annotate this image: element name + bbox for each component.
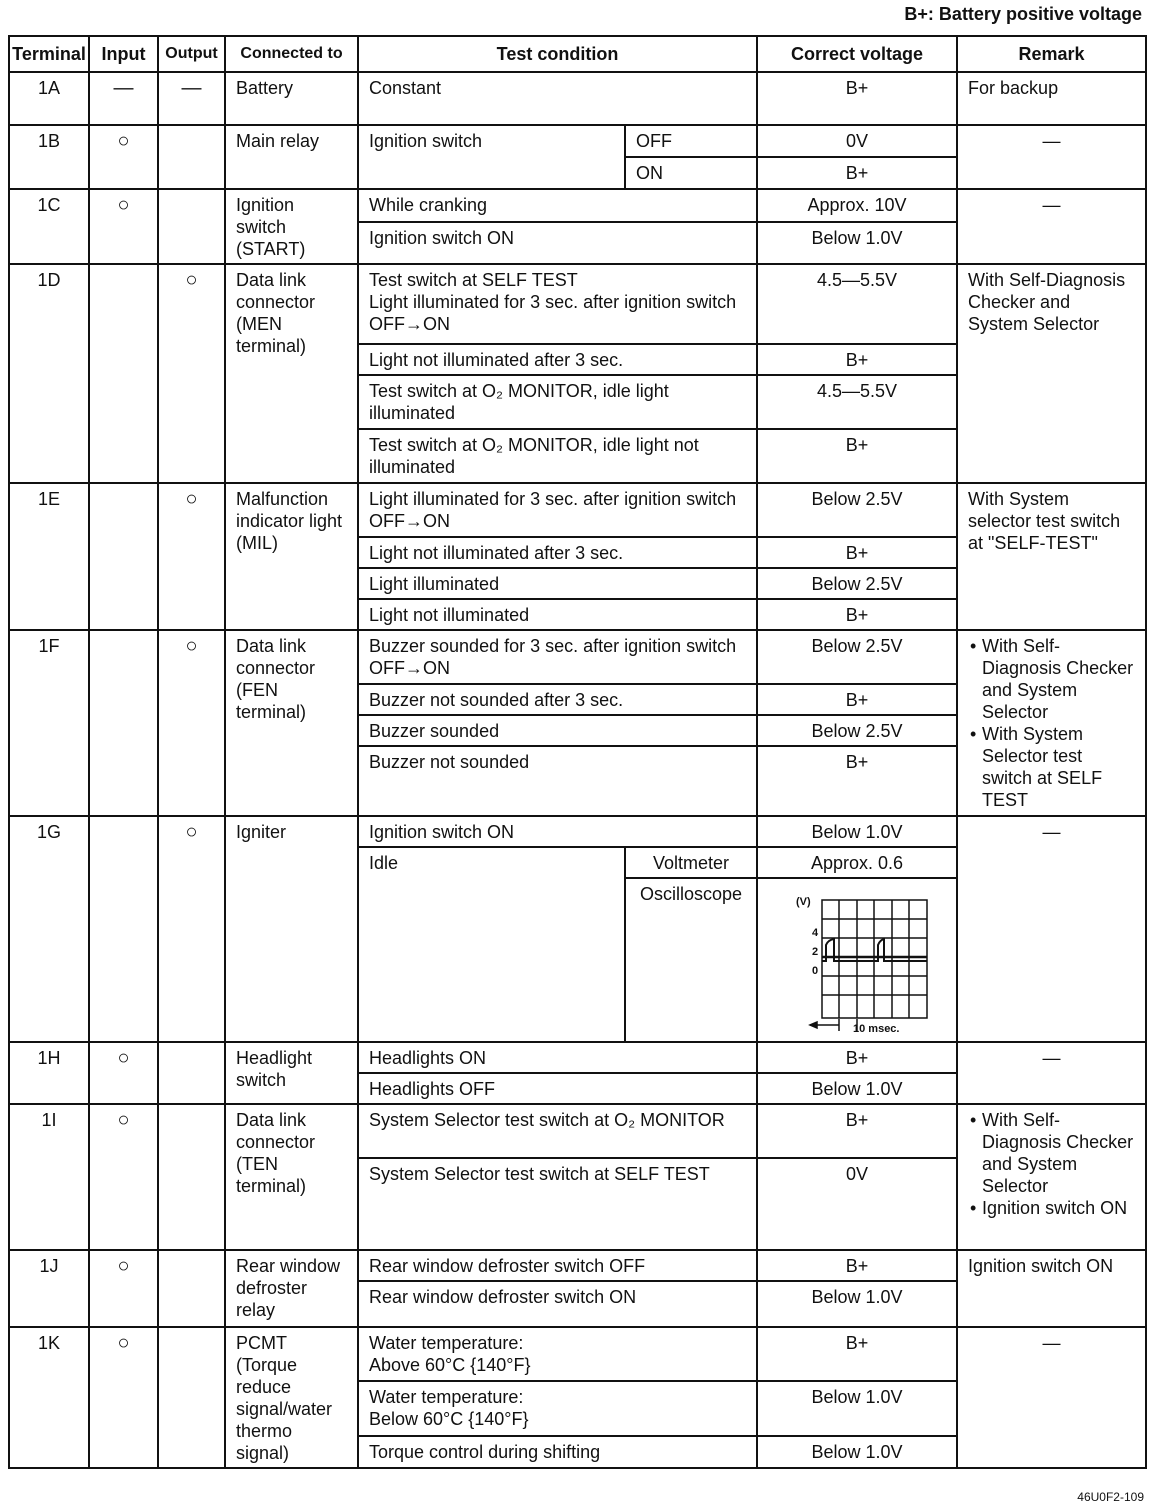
- header-correct-voltage: Correct voltage: [757, 36, 957, 72]
- connected-to-cell: Data link connector (FEN terminal): [225, 630, 358, 816]
- header-test-condition: Test condition: [358, 36, 757, 72]
- scope-y-tick: 2: [812, 946, 819, 958]
- scope-y-unit: (V): [796, 896, 811, 908]
- remark-bullet: • With Self-Diagnosis Checker and System Selector: [968, 635, 1135, 723]
- table-row: [9, 1042, 1146, 1073]
- table-row: [9, 630, 1146, 684]
- voltage-cell: Below 1.0V: [757, 1281, 957, 1327]
- voltage-cell: 4.5—5.5V: [757, 375, 957, 429]
- test-condition-cell: Test switch at O₂ MONITOR, idle light not illuminated: [358, 429, 757, 483]
- scope-y-tick: 4: [812, 927, 819, 939]
- input-mark: ○: [89, 1042, 158, 1104]
- table-row: [9, 1104, 1146, 1158]
- test-condition-cell: System Selector test switch at SELF TEST: [358, 1158, 757, 1250]
- voltage-cell: B+: [757, 344, 957, 375]
- legend-note: B+: Battery positive voltage: [904, 4, 1142, 24]
- test-subcondition-cell: OFF: [625, 125, 757, 157]
- terminal-cell: 1B: [9, 125, 89, 189]
- terminal-cell: 1G: [9, 816, 89, 1042]
- voltage-cell: B+: [757, 1327, 957, 1381]
- remark-bullet: • Ignition switch ON: [968, 1197, 1135, 1219]
- voltage-cell: Below 1.0V: [757, 816, 957, 847]
- scope-time-arrow: [810, 1019, 857, 1031]
- header-connected-to: Connected to: [225, 36, 358, 72]
- test-condition-cell: Buzzer not sounded after 3 sec.: [358, 684, 757, 715]
- voltage-cell: B+: [757, 157, 957, 189]
- connected-to-cell: Battery: [225, 72, 358, 125]
- table-row: [9, 483, 1146, 537]
- connected-to-cell: Ignition switch (START): [225, 189, 358, 264]
- remark-cell: Ignition switch ON: [957, 1250, 1146, 1327]
- table-row: [9, 125, 1146, 157]
- test-condition-cell: Light illuminated: [358, 568, 757, 599]
- test-condition-cell: Light not illuminated after 3 sec.: [358, 344, 757, 375]
- test-subcondition-cell: Voltmeter: [625, 847, 757, 878]
- terminal-cell: 1A: [9, 72, 89, 125]
- voltage-cell: B+: [757, 599, 957, 630]
- output-mark: [158, 1327, 225, 1468]
- output-mark: [158, 125, 225, 189]
- output-mark: ○: [158, 816, 225, 1042]
- terminal-cell: 1J: [9, 1250, 89, 1327]
- test-condition-cell: System Selector test switch at O₂ MONITOR: [358, 1104, 757, 1158]
- remark-cell: —: [957, 816, 1146, 1042]
- remark-bullet: • With Self-Diagnosis Checker and System Selector: [968, 1109, 1135, 1197]
- voltage-cell: B+: [757, 1104, 957, 1158]
- connected-to-cell: Malfunction indicator light (MIL): [225, 483, 358, 630]
- voltage-cell: Below 1.0V: [757, 222, 957, 264]
- output-mark: [158, 1104, 225, 1250]
- voltage-cell: Below 2.5V: [757, 715, 957, 746]
- scope-grid: [822, 900, 927, 1018]
- output-mark: [158, 1042, 225, 1104]
- terminal-cell: 1D: [9, 264, 89, 483]
- voltage-cell: Approx. 0.6: [757, 847, 957, 878]
- table-row: [9, 189, 1146, 222]
- input-mark: ○: [89, 1250, 158, 1327]
- connected-to-cell: Data link connector (TEN terminal): [225, 1104, 358, 1250]
- remark-bullet: • With System Selector test switch at SELF TEST: [968, 723, 1135, 811]
- input-mark: [89, 630, 158, 816]
- remark-cell: —: [957, 1042, 1146, 1104]
- remark-cell: —: [957, 125, 1146, 189]
- test-condition-cell: Light illuminated for 3 sec. after ignition switch OFF→ON: [358, 483, 757, 537]
- connected-to-cell: PCMT (Torque reduce signal/water thermo signal): [225, 1327, 358, 1468]
- test-subcondition-cell: Oscilloscope: [625, 878, 757, 1042]
- connected-to-cell: Main relay: [225, 125, 358, 189]
- output-mark: [158, 1250, 225, 1327]
- oscilloscope-graph: [782, 885, 932, 1035]
- terminal-cell: 1K: [9, 1327, 89, 1468]
- remark-cell: With Self-Diagnosis Checker and System Selector: [957, 264, 1146, 483]
- test-condition-cell: Water temperature: Below 60°C {140°F}: [358, 1381, 757, 1435]
- input-mark: [89, 264, 158, 483]
- voltage-cell: B+: [757, 1042, 957, 1073]
- test-condition-cell: Water temperature: Above 60°C {140°F}: [358, 1327, 757, 1381]
- voltage-cell: Below 2.5V: [757, 568, 957, 599]
- test-condition-cell: Constant: [358, 72, 757, 125]
- header-input: Input: [89, 36, 158, 72]
- input-mark: [89, 816, 158, 1042]
- test-condition-cell: Ignition switch ON: [358, 816, 757, 847]
- scope-y-tick: 0: [812, 965, 819, 977]
- terminal-cell: 1E: [9, 483, 89, 630]
- output-mark: [158, 189, 225, 264]
- voltage-cell: Below 1.0V: [757, 1381, 957, 1435]
- terminal-cell: 1I: [9, 1104, 89, 1250]
- output-mark: ○: [158, 630, 225, 816]
- connected-to-cell: Rear window defroster relay: [225, 1250, 358, 1327]
- remark-cell: For backup: [957, 72, 1146, 125]
- remark-cell: [957, 1104, 1146, 1250]
- scope-x-label: 10 msec.: [853, 1023, 900, 1035]
- voltage-cell: 0V: [757, 125, 957, 157]
- test-condition-cell: Idle: [358, 847, 625, 1042]
- input-mark: ○: [89, 1327, 158, 1468]
- test-condition-cell: Buzzer sounded: [358, 715, 757, 746]
- test-condition-cell: Buzzer sounded for 3 sec. after ignition switch OFF→ON: [358, 630, 757, 684]
- terminal-cell: 1F: [9, 630, 89, 816]
- input-mark: ○: [89, 125, 158, 189]
- voltage-cell: B+: [757, 746, 957, 816]
- header-row: [9, 36, 1146, 72]
- voltage-cell: Below 2.5V: [757, 483, 957, 537]
- voltage-cell: B+: [757, 429, 957, 483]
- remark-cell: —: [957, 189, 1146, 264]
- terminal-voltage-table: [8, 35, 1147, 1469]
- test-condition-cell: Headlights OFF: [358, 1073, 757, 1104]
- test-condition-cell: Light not illuminated: [358, 599, 757, 630]
- header-output: Output: [158, 36, 225, 72]
- header-remark: Remark: [957, 36, 1146, 72]
- voltage-cell: B+: [757, 537, 957, 568]
- input-mark: —: [89, 72, 158, 125]
- table-row: [9, 816, 1146, 847]
- figure-code: 46U0F2-109: [1077, 1490, 1144, 1504]
- test-condition-cell: Rear window defroster switch ON: [358, 1281, 757, 1327]
- remark-cell: [957, 630, 1146, 816]
- test-condition-cell: Test switch at SELF TEST Light illuminated for 3 sec. after ignition switch OFF→ON: [358, 264, 757, 344]
- voltage-cell: B+: [757, 684, 957, 715]
- voltage-cell: 4.5—5.5V: [757, 264, 957, 344]
- input-mark: [89, 483, 158, 630]
- voltage-cell: B+: [757, 1250, 957, 1281]
- table-row: [9, 1250, 1146, 1281]
- voltage-cell: Below 2.5V: [757, 630, 957, 684]
- test-condition-cell: Ignition switch ON: [358, 222, 757, 264]
- test-condition-cell: Torque control during shifting: [358, 1436, 757, 1468]
- table-row: [9, 1327, 1146, 1381]
- remark-cell: —: [957, 1327, 1146, 1468]
- test-condition-cell: Test switch at O₂ MONITOR, idle light illuminated: [358, 375, 757, 429]
- oscilloscope-waveform: [757, 878, 957, 1042]
- output-mark: ○: [158, 264, 225, 483]
- input-mark: ○: [89, 1104, 158, 1250]
- terminal-cell: 1C: [9, 189, 89, 264]
- voltage-cell: Approx. 10V: [757, 189, 957, 222]
- remark-cell: With System selector test switch at "SELF-TEST": [957, 483, 1146, 630]
- terminal-cell: 1H: [9, 1042, 89, 1104]
- test-condition-cell: Rear window defroster switch OFF: [358, 1250, 757, 1281]
- test-subcondition-cell: ON: [625, 157, 757, 189]
- connected-to-cell: Igniter: [225, 816, 358, 1042]
- voltage-cell: Below 1.0V: [757, 1073, 957, 1104]
- test-condition-cell: While cranking: [358, 189, 757, 222]
- table-row: [9, 264, 1146, 344]
- test-condition-cell: Light not illuminated after 3 sec.: [358, 537, 757, 568]
- voltage-cell: Below 1.0V: [757, 1436, 957, 1468]
- connected-to-cell: Headlight switch: [225, 1042, 358, 1104]
- header-terminal: Terminal: [9, 36, 89, 72]
- table-row: [9, 72, 1146, 125]
- test-condition-cell: Ignition switch: [358, 125, 625, 189]
- test-condition-cell: Buzzer not sounded: [358, 746, 757, 816]
- connected-to-cell: Data link connector (MEN terminal): [225, 264, 358, 483]
- voltage-cell: B+: [757, 72, 957, 125]
- test-condition-cell: Headlights ON: [358, 1042, 757, 1073]
- output-mark: ○: [158, 483, 225, 630]
- input-mark: ○: [89, 189, 158, 264]
- voltage-cell: 0V: [757, 1158, 957, 1250]
- output-mark: —: [158, 72, 225, 125]
